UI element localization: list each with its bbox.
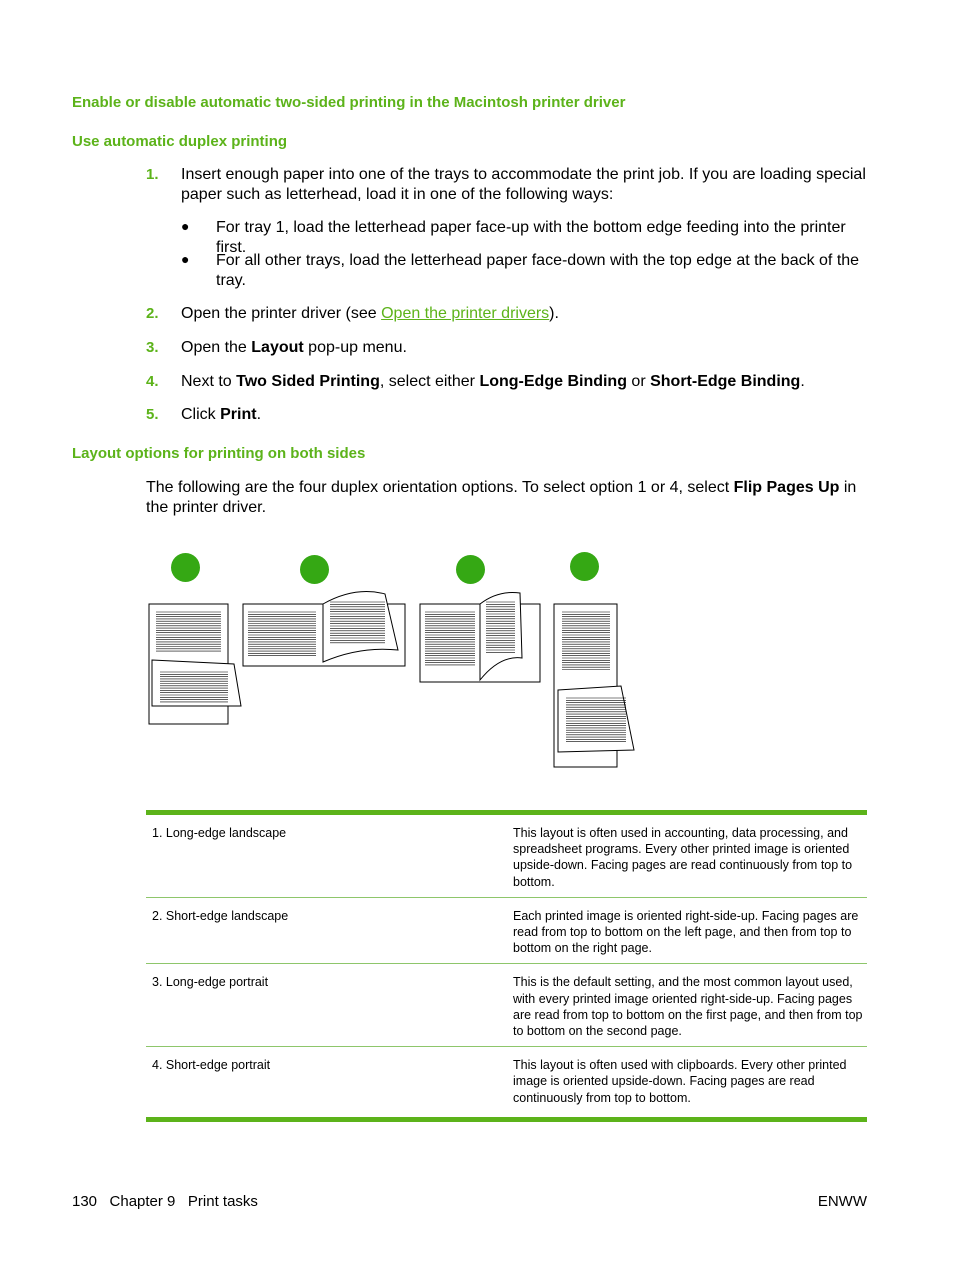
option-cell: 4. Short-edge portrait [152, 1058, 271, 1073]
page-fold-icon [152, 660, 241, 706]
section-title-layout: Layout options for printing on both sides [72, 445, 366, 462]
section-title-duplex: Use automatic duplex printing [72, 133, 288, 150]
layout-options-table [146, 810, 867, 1122]
layout-intro: The following are the four duplex orientation options. To select option 1 or 4, select Flip Pages Up in the printer driver. [146, 479, 857, 516]
step-text: Next to Two Sided Printing, select either Long-Edge Binding or Short-Edge Binding. [181, 373, 805, 390]
page-heading: Enable or disable automatic two-sided printing in the Macintosh printer driver [72, 94, 626, 111]
bullet-text: For tray 1, load the letterhead paper face-up with the bottom edge feeding into the printer first. [216, 219, 846, 256]
step-number: 1. [146, 166, 159, 183]
table-bottom-rule [146, 1117, 867, 1122]
option-cell: 2. Short-edge landscape [152, 908, 289, 923]
table-row [146, 815, 867, 898]
description-cell: This layout is often used in accounting, data processing, and spreadsheet programs. Every other printed image is oriented upside-down. Facing pages are read continuously from top to bottom. [513, 826, 853, 889]
table-row [146, 1047, 867, 1113]
step-text: Open the Layout pop-up menu. [181, 339, 407, 356]
description-cell: Each printed image is oriented right-side-up. Facing pages are read from top to bottom on the left page, and then from top to bottom on the right page. [513, 908, 859, 956]
footer-right: ENWW [817, 1193, 867, 1210]
bullet-icon: ● [181, 218, 190, 234]
step-number: 2. [146, 305, 159, 322]
table-row [146, 898, 867, 965]
table-row [146, 964, 867, 1047]
step-text: Open the printer driver (see Open the printer drivers). [181, 305, 559, 322]
option-cell: 1. Long-edge landscape [152, 826, 287, 840]
step-number: 4. [146, 373, 159, 390]
step-number: 3. [146, 339, 159, 356]
description-cell: This layout is often used with clipboards. Every other printed image is oriented upside-down. Facing pages are read continuously from top to bottom. [513, 1058, 847, 1105]
bullet-icon: ● [181, 251, 190, 267]
open-printer-drivers-link[interactable]: Open the printer drivers [381, 305, 550, 322]
step-text: Insert enough paper into one of the trays to accommodate the print job. If you are loading special paper such as letterhead, load it in one of the following ways: [181, 166, 866, 203]
bullet-text: For all other trays, load the letterhead paper face-down with the top edge at the back of the tray. [216, 252, 860, 289]
option-cell: 3. Long-edge portrait [152, 975, 269, 990]
step-text: Click Print. [181, 406, 262, 423]
description-cell: This is the default setting, and the most common layout used, with every printed image oriented right-side-up. Facing pages are read from top to bottom on the first page, and then from top to bottom on the second page. [513, 975, 863, 1039]
step-number: 5. [146, 406, 159, 423]
footer-page-info: 130 Chapter 9 Print tasks [72, 1193, 258, 1210]
